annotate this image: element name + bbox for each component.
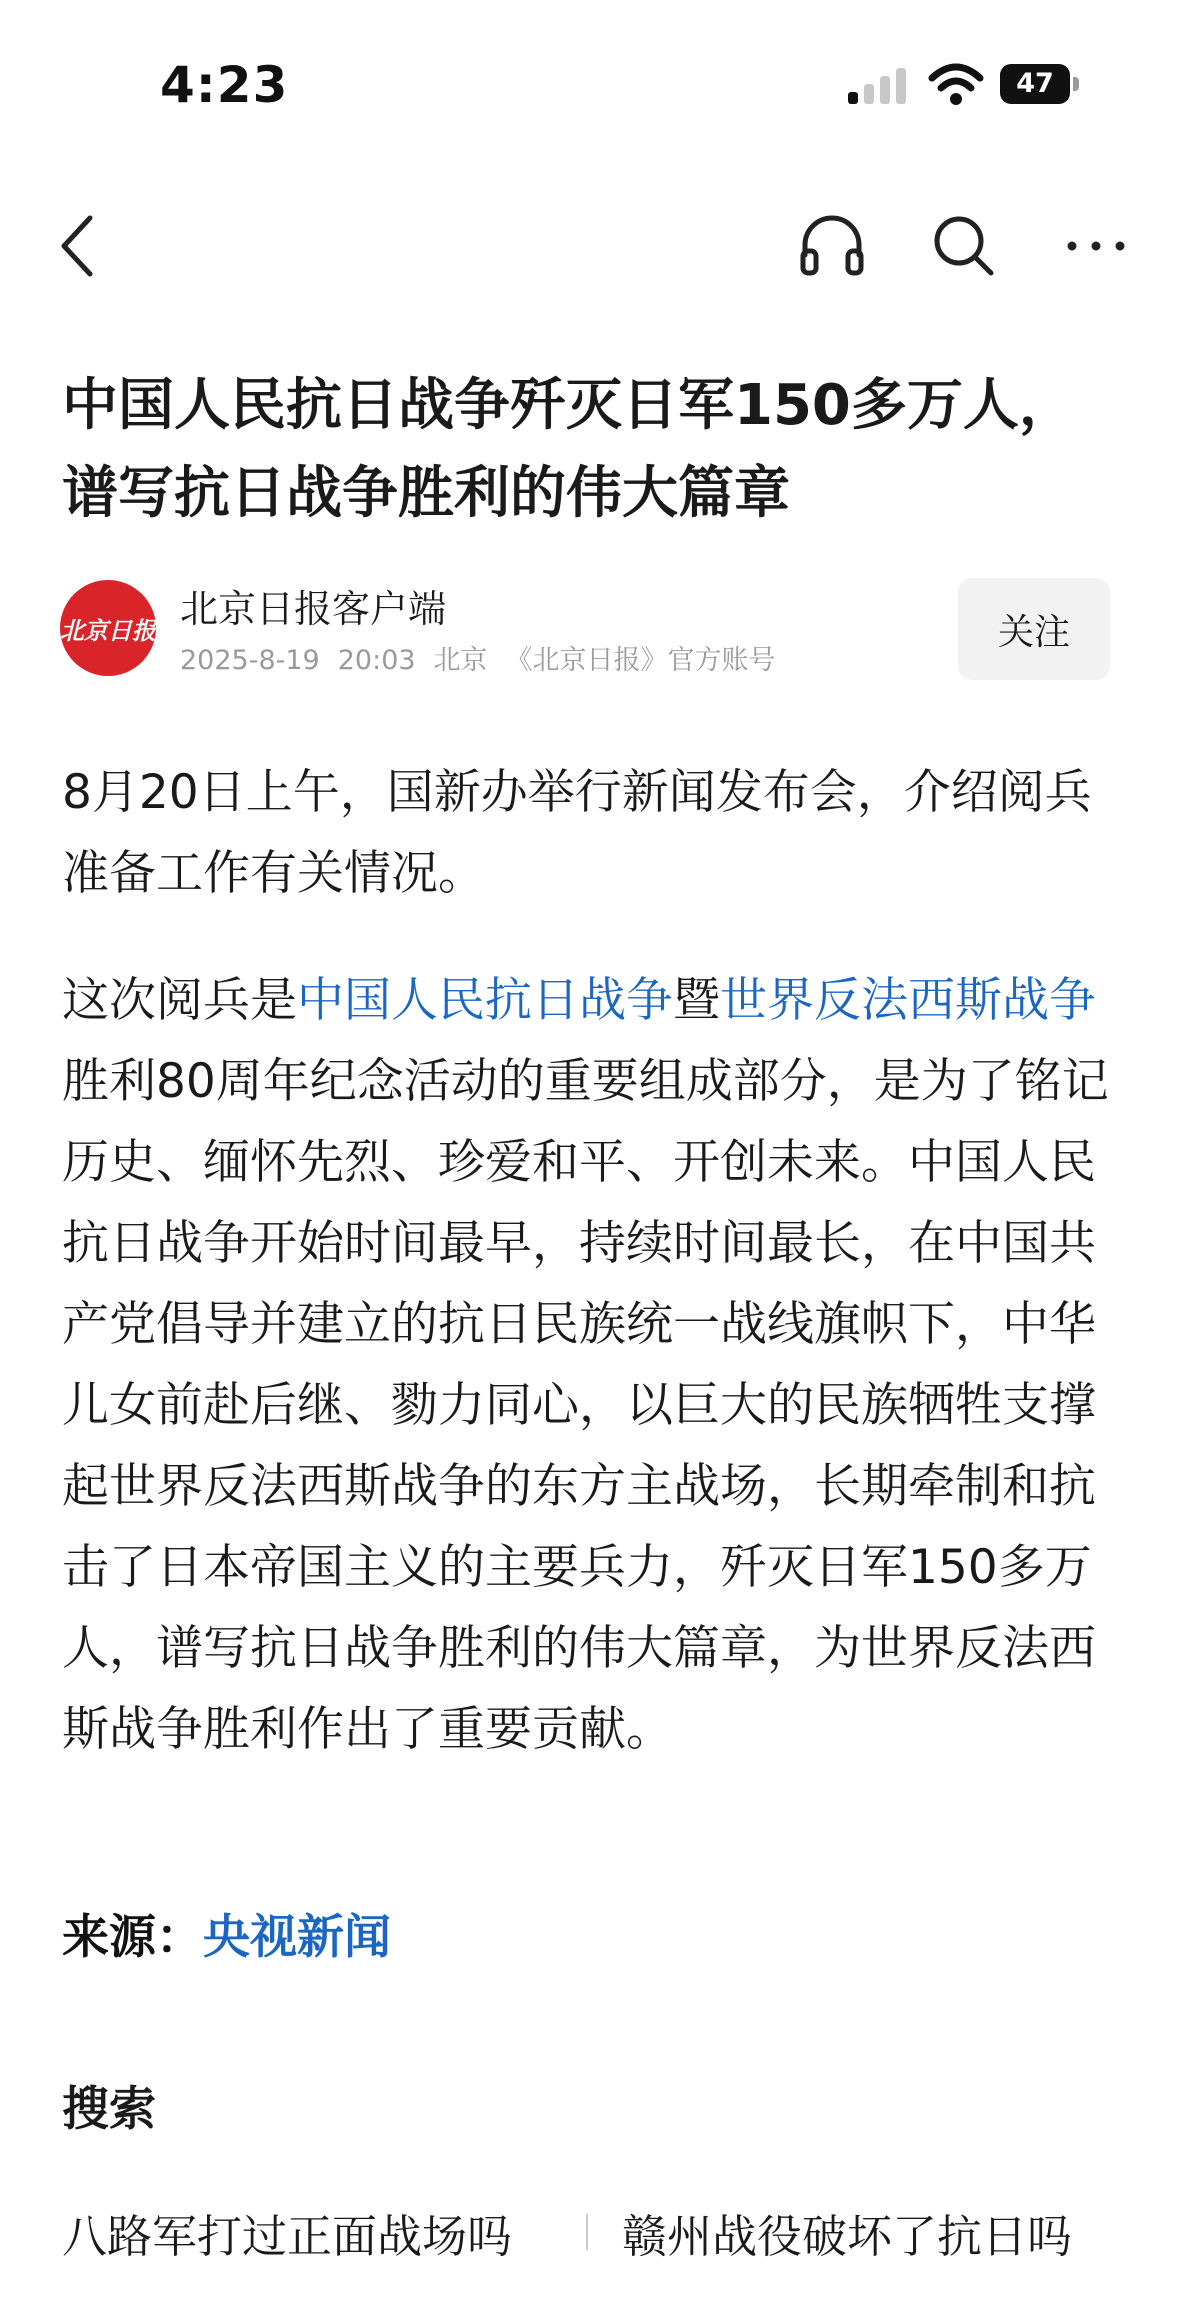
battery-nub xyxy=(1073,77,1079,91)
publish-time: 20:03 xyxy=(337,645,416,676)
publish-location: 北京 xyxy=(433,645,488,676)
source-link[interactable]: 央视新闻 xyxy=(203,1910,391,1965)
back-icon[interactable] xyxy=(40,210,112,282)
topic-link-war-of-resistance[interactable]: 中国人民抗日战争 xyxy=(297,973,673,1028)
paragraph-mid: 暨 xyxy=(673,973,720,1028)
topic-link-anti-fascist-war[interactable]: 世界反法西斯战争 xyxy=(720,973,1096,1028)
follow-button[interactable]: 关注 xyxy=(958,578,1110,680)
source-label: 来源： xyxy=(62,1910,203,1965)
search-suggestion[interactable]: 赣州战役破坏了抗日吗 xyxy=(622,2210,1073,2263)
wifi-icon xyxy=(928,62,984,106)
headphone-icon[interactable] xyxy=(796,210,868,282)
avatar-logo-text: 北京日报 xyxy=(60,615,156,645)
author-name[interactable]: 北京日报客户端 xyxy=(180,587,447,631)
article-title: 中国人民抗日战争歼灭日军150多万人，谱写抗日战争胜利的伟大篇章 xyxy=(62,373,1075,526)
suggestion-divider xyxy=(586,2214,588,2250)
account-note: 《北京日报》官方账号 xyxy=(505,645,776,676)
signal-icon xyxy=(848,68,908,104)
paragraph-rest: 胜利80周年纪念活动的重要组成部分，是为了铭记历史、缅怀先烈、珍爱和平、开创未来。中国人民抗日战争开始时间最早，持续时间最长，在中国共产党倡导并建立的抗日民族统一战线旗帜下，中华儿女前赴后继、勠力同心，以巨大的民族牺牲支撑起世界反法西斯战争的东方主战场，长期牵制和抗击了日本帝国主义的主要兵力，歼灭日军150多万人，谱写抗日战争胜利的伟大篇章，为世界反法西斯战争胜利作出了重要贡献。 xyxy=(62,1054,1109,1757)
article-source xyxy=(62,1898,391,1978)
battery-level: 47 xyxy=(1000,64,1070,104)
article-paragraph-1: 8月20日上午，国新办举行新闻发布会，介绍阅兵准备工作有关情况。 xyxy=(62,765,1092,901)
search-suggestion[interactable]: 八路军打过正面战场吗 xyxy=(62,2210,513,2263)
search-heading: 搜索 xyxy=(62,2082,156,2137)
article-meta xyxy=(180,638,794,677)
battery-indicator xyxy=(1000,64,1082,104)
more-icon[interactable] xyxy=(1060,210,1132,282)
status-time: 4:23 xyxy=(160,56,289,114)
paragraph-lead: 这次阅兵是 xyxy=(62,973,297,1028)
publish-date: 2025-8-19 xyxy=(180,645,320,676)
author-avatar[interactable] xyxy=(60,580,156,676)
search-icon[interactable] xyxy=(928,210,1000,282)
article-paragraph-2 xyxy=(62,960,1122,1770)
